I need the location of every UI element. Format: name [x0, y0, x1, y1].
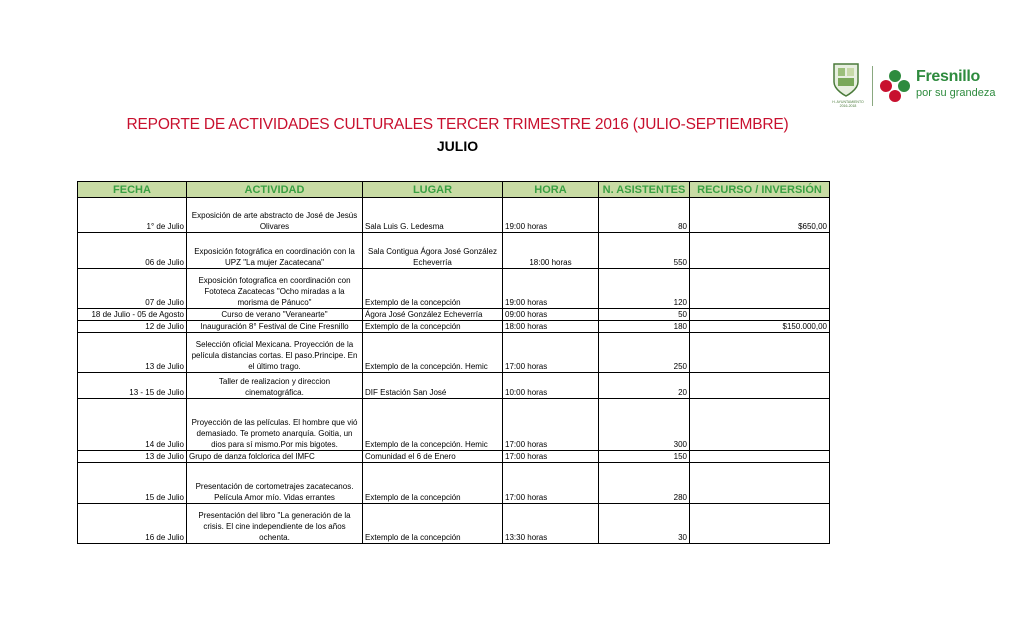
cell-hora: 19:00 horas: [503, 198, 599, 233]
cell-asistentes: 300: [599, 399, 690, 451]
cell-recurso: [690, 399, 830, 451]
month-heading: JULIO: [436, 138, 479, 154]
cell-hora: 18:00 horas: [503, 321, 599, 333]
cell-lugar: Extemplo de la concepción: [363, 463, 503, 504]
brand-name: Fresnillo: [916, 68, 980, 85]
cell-fecha: 07 de Julio: [78, 269, 187, 309]
cell-fecha: 13 de Julio: [78, 333, 187, 373]
cell-fecha: 1° de Julio: [78, 198, 187, 233]
cell-hora: 17:00 horas: [503, 451, 599, 463]
municipal-shield-icon: [832, 62, 860, 98]
cell-hora: 17:00 horas: [503, 333, 599, 373]
cell-fecha: 13 - 15 de Julio: [78, 373, 187, 399]
cell-hora: 13:30 horas: [503, 504, 599, 544]
cell-actividad: Presentación de cortometrajes zacatecanos. Película Amor mío. Vidas errantes: [187, 463, 363, 504]
cell-asistentes: 180: [599, 321, 690, 333]
table-row: [78, 463, 830, 504]
activities-table: [77, 181, 830, 544]
cell-lugar: Extemplo de la concepción: [363, 321, 503, 333]
table-row: [78, 269, 830, 309]
cell-recurso: [690, 504, 830, 544]
cell-fecha: 12 de Julio: [78, 321, 187, 333]
cell-hora: 18:00 horas: [503, 233, 599, 269]
cell-fecha: 16 de Julio: [78, 504, 187, 544]
cell-lugar: Extemplo de la concepción. Hemic: [363, 399, 503, 451]
cell-asistentes: 20: [599, 373, 690, 399]
cell-hora: 17:00 horas: [503, 399, 599, 451]
table-row: [78, 198, 830, 233]
table-row: [78, 333, 830, 373]
header-hora: HORA: [503, 182, 599, 198]
cell-hora: 10:00 horas: [503, 373, 599, 399]
table-row: [78, 233, 830, 269]
cell-asistentes: 150: [599, 451, 690, 463]
cell-asistentes: 280: [599, 463, 690, 504]
cell-fecha: 13 de Julio: [78, 451, 187, 463]
brand-tagline: por su grandeza: [916, 87, 996, 99]
cell-actividad: Taller de realizacion y direccion cinematográfica.: [187, 373, 363, 399]
table-row: [78, 309, 830, 321]
cell-recurso: [690, 463, 830, 504]
cell-actividad: Exposición fotográfica en coordinación con la UPZ "La mujer Zacatecana": [187, 233, 363, 269]
cell-recurso: $150.000,00: [690, 321, 830, 333]
cell-lugar: Extemplo de la concepción: [363, 269, 503, 309]
cell-actividad: Inauguración 8° Festival de Cine Fresnillo: [187, 321, 363, 333]
cell-asistentes: 30: [599, 504, 690, 544]
cell-actividad: Curso de verano "Veranearte": [187, 309, 363, 321]
cell-lugar: Sala Contigua Ágora José González Echeverría: [363, 233, 503, 269]
report-title: REPORTE DE ACTIVIDADES CULTURALES TERCER TRIMESTRE 2016 (JULIO-SEPTIEMBRE): [126, 116, 789, 133]
cell-actividad: Proyección de las películas. El hombre que vió demasiado. Te prometo anarquía. Goitia, un dios para sí mismo.Por mis bigotes.: [187, 399, 363, 451]
table-row: [78, 373, 830, 399]
cell-recurso: [690, 269, 830, 309]
logo-divider: [872, 66, 873, 106]
cell-recurso: [690, 309, 830, 321]
cell-hora: 17:00 horas: [503, 463, 599, 504]
header-logos: [828, 62, 998, 114]
cell-lugar: Sala Luis G. Ledesma: [363, 198, 503, 233]
cell-lugar: Extemplo de la concepción: [363, 504, 503, 544]
header-recurso: RECURSO / INVERSIÓN: [690, 182, 830, 198]
cell-asistentes: 120: [599, 269, 690, 309]
fresnillo-hearts-icon: [878, 68, 912, 104]
cell-recurso: [690, 333, 830, 373]
cell-recurso: [690, 233, 830, 269]
header-asistentes: N. ASISTENTES: [599, 182, 690, 198]
cell-hora: 19:00 horas: [503, 269, 599, 309]
cell-lugar: Ágora José González Echeverría: [363, 309, 503, 321]
cell-actividad: Exposición de arte abstracto de José de Jesús Olivares: [187, 198, 363, 233]
cell-actividad: Grupo de danza folclorica del IMFC: [187, 451, 363, 463]
header-fecha: FECHA: [78, 182, 187, 198]
table-row: [78, 451, 830, 463]
table-header-row: [78, 182, 830, 198]
cell-asistentes: 80: [599, 198, 690, 233]
cell-fecha: 18 de Julio - 05 de Agosto: [78, 309, 187, 321]
cell-hora: 09:00 horas: [503, 309, 599, 321]
cell-actividad: Exposición fotografica en coordinación con Fototeca Zacatecas "Ocho miradas a la morisma de Pánuco": [187, 269, 363, 309]
cell-recurso: [690, 373, 830, 399]
cell-asistentes: 50: [599, 309, 690, 321]
cell-lugar: Extemplo de la concepción. Hemic: [363, 333, 503, 373]
cell-fecha: 15 de Julio: [78, 463, 187, 504]
cell-recurso: $650,00: [690, 198, 830, 233]
cell-fecha: 14 de Julio: [78, 399, 187, 451]
cell-lugar: DIF Estación San José: [363, 373, 503, 399]
shield-caption: H. AYUNTAMIENTO 2016-2018: [832, 100, 864, 108]
cell-asistentes: 250: [599, 333, 690, 373]
cell-asistentes: 550: [599, 233, 690, 269]
cell-recurso: [690, 451, 830, 463]
table-row: [78, 399, 830, 451]
table-row: [78, 321, 830, 333]
table-row: [78, 504, 830, 544]
cell-lugar: Comunidad el 6 de Enero: [363, 451, 503, 463]
header-actividad: ACTIVIDAD: [187, 182, 363, 198]
header-lugar: LUGAR: [363, 182, 503, 198]
cell-fecha: 06 de Julio: [78, 233, 187, 269]
cell-actividad: Selección oficial Mexicana. Proyección de la película distancias cortas. El paso.Principe. En el último trago.: [187, 333, 363, 373]
cell-actividad: Presentación del libro "La generación de la crisis. El cine independiente de los años ochenta.: [187, 504, 363, 544]
